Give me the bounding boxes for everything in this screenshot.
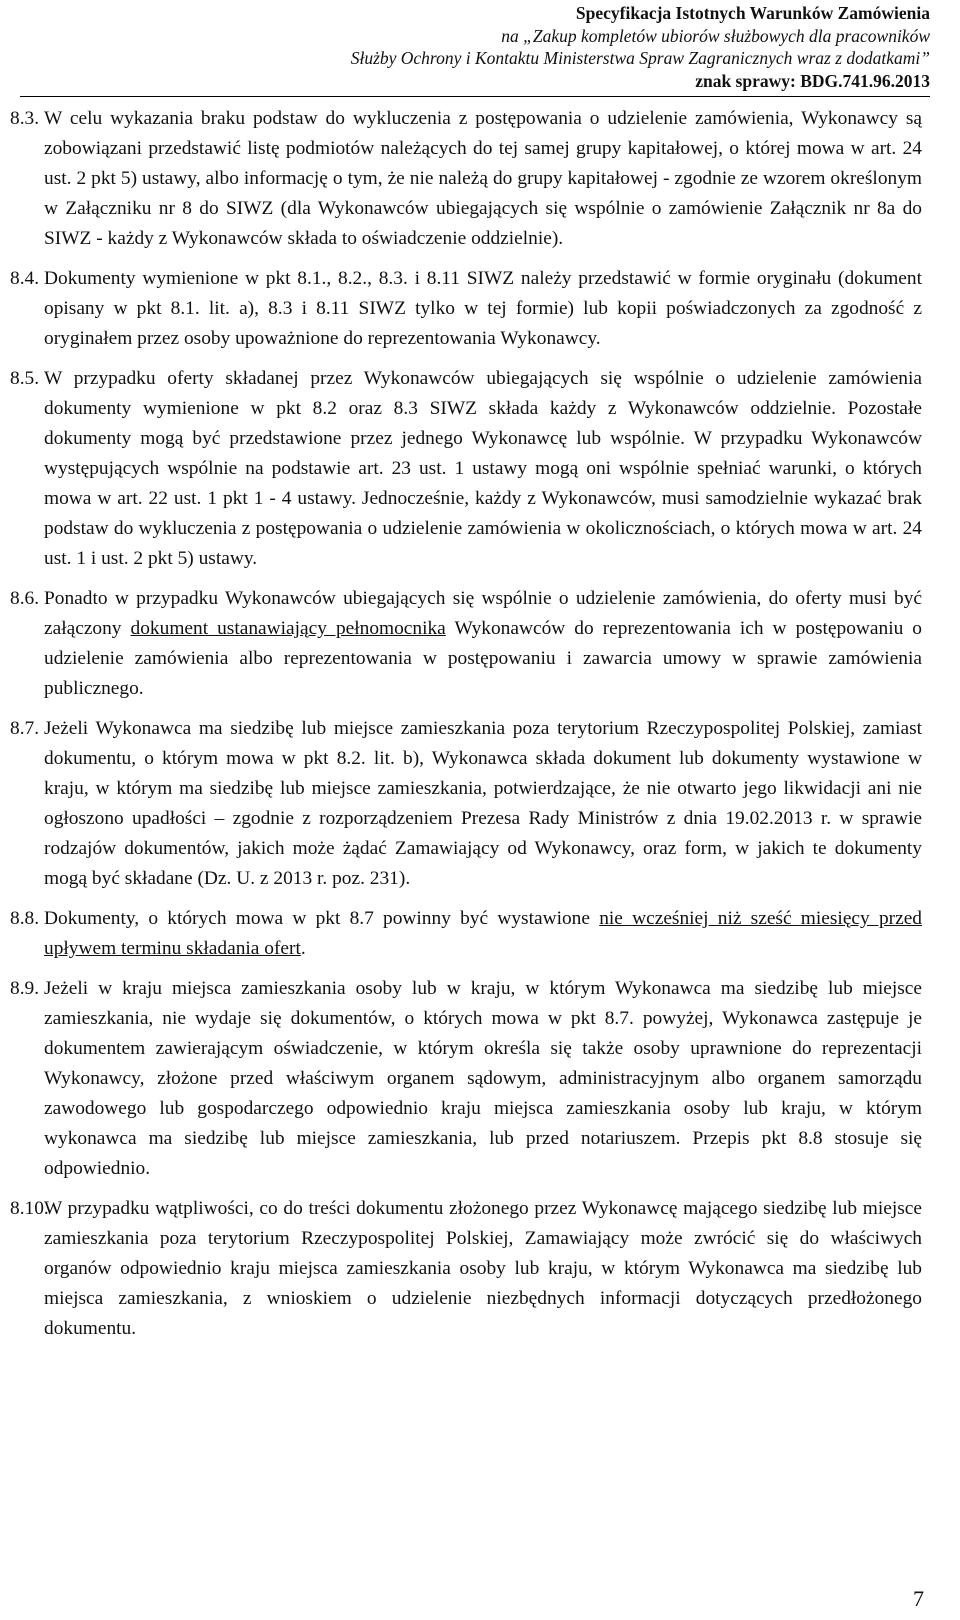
- section-8-8: [10, 904, 922, 964]
- section-number: 8.3.: [10, 108, 40, 129]
- section-number: 8.6.: [10, 588, 40, 609]
- page-number: 7: [913, 1586, 924, 1611]
- header-title: Specyfikacja Istotnych Warunków Zamówienia: [575, 3, 930, 23]
- section-text: [44, 584, 922, 704]
- section-number: 8.4.: [10, 268, 40, 289]
- section-text-after: Wykonawców do reprezentowania ich w postępowaniu o udzielenie zamówienia albo reprezentowania w postępowaniu i zawarcia umowy w sprawie zamówienia publicznego.: [44, 618, 922, 699]
- header-divider: [20, 96, 930, 97]
- section-number: 8.5.: [10, 368, 40, 389]
- section-text-after: .: [300, 938, 306, 959]
- section-8-6: [10, 584, 922, 704]
- section-8-4: [10, 264, 922, 354]
- section-text: Jeżeli Wykonawca ma siedzibę lub miejsce zamieszkania poza terytorium Rzeczypospolitej Polskiej, zamiast dokumentu, o którym mowa w pkt 8.2. lit. b), Wykonawca składa dokument lub dokumenty wystawione w kraju, w którym ma siedzibę lub miejsce zamieszkania, potwierdzające, że nie otwarto jego likwidacji ani nie ogłoszono upadłości – zgodnie z rozporządzeniem Prezesa Rady Ministrów z dnia 19.02.2013 r. w sprawie rodzajów dokumentów, jakich może żądać Zamawiający od Wykonawcy, oraz form, w jakich te dokumenty mogą być składane (Dz. U. z 2013 r. poz. 231).: [44, 718, 922, 889]
- page-header: [290, 2, 930, 92]
- section-text: W celu wykazania braku podstaw do wykluczenia z postępowania o udzielenie zamówienia, Wykonawcy są zobowiązani przedstawić listę podmiotów należących do tej samej grupy kapitałowej, o której mowa w art. 24 ust. 2 pkt 5) ustawy, albo informację o tym, że nie należą do grupy kapitałowej - zgodnie ze wzorem określonym w Załączniku nr 8 do SIWZ (dla Wykonawców ubiegających się wspólnie o zamówienie Załącznik nr 8a do SIWZ - każdy z Wykonawców składa to oświadczenie oddzielnie).: [44, 108, 922, 249]
- section-8-7: [10, 714, 922, 894]
- underlined-phrase: nie wcześniej niż sześć miesięcy przed upływem terminu składania ofert: [44, 908, 923, 959]
- section-text-before: Ponadto w przypadku Wykonawców ubiegających się wspólnie o udzielenie zamówienia, do oferty musi być załączony: [44, 588, 922, 639]
- header-subject-line-1: na „Zakup kompletów ubiorów służbowych dla pracowników: [501, 25, 930, 46]
- section-8-10: [10, 1194, 922, 1344]
- section-number: 8.9.: [10, 978, 40, 999]
- underlined-phrase: dokument ustanawiający pełnomocnika: [130, 618, 446, 639]
- document-body: [10, 104, 922, 1354]
- section-8-9: [10, 974, 922, 1184]
- section-number: 8.10.: [10, 1198, 49, 1219]
- header-case-number: znak sprawy: BDG.741.96.2013: [695, 70, 930, 91]
- header-subject-line-2: Służby Ochrony i Kontaktu Ministerstwa Spraw Zagranicznych wraz z dodatkami”: [350, 48, 930, 68]
- section-text: W przypadku wątpliwości, co do treści dokumentu złożonego przez Wykonawcę mającego siedzibę lub miejsce zamieszkania poza terytorium Rzeczypospolitej Polskiej, Zamawiający może zwrócić się do właściwych organów odpowiednio kraju miejsca zamieszkania osoby lub kraju, w którym Wykonawca ma siedzibę lub miejsca zamieszkania, z wnioskiem o udzielenie niezbędnych informacji dotyczących przedłożonego dokumentu.: [44, 1198, 922, 1339]
- section-number: 8.7.: [10, 718, 40, 739]
- section-8-3: [10, 104, 922, 254]
- section-number: 8.8.: [10, 908, 40, 929]
- section-8-5: [10, 364, 922, 574]
- section-text: Jeżeli w kraju miejsca zamieszkania osoby lub w kraju, w którym Wykonawca ma siedzibę lub miejsce zamieszkania, nie wydaje się dokumentów, o których mowa w pkt 8.7. powyżej, Wykonawca zastępuje je dokumentem zawierającym oświadczenie, w którym określa się także osoby uprawnione do reprezentacji Wykonawcy, złożone przed właściwym organem sądowym, administracyjnym albo organem samorządu zawodowego lub gospodarczego odpowiednio kraju miejsca zamieszkania osoby lub kraju, w którym wykonawca ma siedzibę lub miejsce zamieszkania, lub przed notariuszem. Przepis pkt 8.8 stosuje się odpowiednio.: [44, 978, 922, 1179]
- section-text-before: Dokumenty, o których mowa w pkt 8.7 powinny być wystawione: [44, 908, 600, 929]
- section-text: [44, 904, 922, 964]
- section-text: W przypadku oferty składanej przez Wykonawców ubiegających się wspólnie o udzielenie zamówienia dokumenty wymienione w pkt 8.2 oraz 8.3 SIWZ składa każdy z Wykonawców oddzielnie. Pozostałe dokumenty mogą być przedstawione przez jednego Wykonawcę lub wspólnie. W przypadku Wykonawców występujących wspólnie na podstawie art. 23 ust. 1 ustawy mogą oni wspólnie spełniać warunki, o których mowa w art. 22 ust. 1 pkt 1 - 4 ustawy. Jednocześnie, każdy z Wykonawców, musi samodzielnie wykazać brak podstaw do wykluczenia z postępowania o udzielenie zamówienia w okolicznościach, o których mowa w art. 24 ust. 1 i ust. 2 pkt 5) ustawy.: [44, 368, 922, 569]
- section-text: Dokumenty wymienione w pkt 8.1., 8.2., 8.3. i 8.11 SIWZ należy przedstawić w formie oryginału (dokument opisany w pkt 8.1. lit. a), 8.3 i 8.11 SIWZ tylko w tej formie) lub kopii poświadczonych za zgodność z oryginałem przez osoby upoważnione do reprezentowania Wykonawcy.: [44, 268, 922, 349]
